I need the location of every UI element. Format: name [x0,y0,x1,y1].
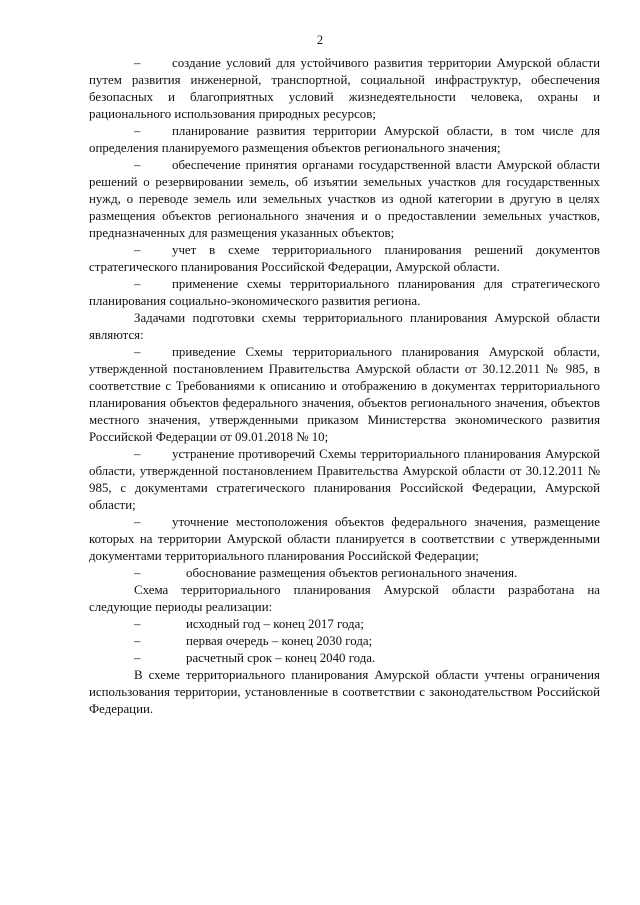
list-dash: – [134,56,141,70]
paragraph-text: расчетный срок – конец 2040 года. [186,651,376,665]
paragraph-task-3 [89,514,600,565]
paragraph-text: учет в схеме территориального планирования решений документов стратегического планирования Российской Федерации, Амурской области. [89,243,600,274]
paragraph-text: исходный год – конец 2017 года; [186,617,364,631]
paragraph-period-3 [89,650,600,667]
paragraph-goal-2 [89,123,600,157]
paragraph-text: создание условий для устойчивого развития территории Амурской области путем развития инженерной, транспортной, социальной инфраструктур, обеспечения безопасных и благоприятных условий жизнедеятельности человека, охраны и рационального использования природных ресурсов; [89,56,600,121]
paragraph-task-1 [89,344,600,446]
paragraph-task-2 [89,446,600,514]
list-dash: – [134,124,141,138]
list-dash: – [134,515,141,529]
paragraph-goal-3 [89,157,600,242]
paragraph-goal-5 [89,276,600,310]
document-body [89,55,600,718]
paragraph-text: первая очередь – конец 2030 года; [186,634,373,648]
list-dash: – [134,158,141,172]
paragraph-text: применение схемы территориального планирования для стратегического планирования социально-экономического развития региона. [89,277,600,308]
list-dash: – [134,566,141,580]
page-number: 2 [316,33,324,47]
paragraph-goal-4 [89,242,600,276]
paragraph-text: уточнение местоположения объектов федерального значения, размещение которых на территории Амурской области планируется в соответствии с утвержденными документами территориального планирования Российской Федерации; [89,515,600,563]
paragraph-text: устранение противоречий Схемы территориального планирования Амурской области, утвержденной постановлением Правительства Амурской области от 30.12.2011 № 985, с документами стратегического планирования Российской Федерации, Амурской области; [89,447,600,512]
paragraph-tasks-intro: Задачами подготовки схемы территориального планирования Амурской области являются: [89,311,600,342]
list-dash: – [134,651,141,665]
paragraph-periods-intro: Схема территориального планирования Амурской области разработана на следующие периоды реализации: [89,583,600,614]
paragraph-text: приведение Схемы территориального планирования Амурской области, утвержденной постановлением Правительства Амурской области от 30.12.2011 № 985, в соответствие с Требованиями к описанию и отображению в документах территориального планирования объектов федерального значения, объектов регионального значения, объектов местного значения, утвержденными приказом Министерства экономического развития Российской Федерации от 09.01.2018 № 10; [89,345,600,444]
list-dash: – [134,634,141,648]
list-dash: – [134,447,141,461]
list-dash: – [134,345,141,359]
list-dash: – [134,243,141,257]
list-dash: – [134,617,141,631]
paragraph-goal-1 [89,55,600,123]
paragraph-text: обоснование размещения объектов регионального значения. [186,566,518,580]
paragraph-text: обеспечение принятия органами государственной власти Амурской области решений о резервировании земель, об изъятии земельных участков для государственных нужд, о переводе земель или земельных участков из одной категории в другую в целях размещения объектов регионального значения и о предоставлении земельных участков, предназначенных для размещения указанных объектов; [89,158,600,240]
paragraph-period-1 [89,616,600,633]
paragraph-task-4 [89,565,600,582]
list-dash: – [134,277,141,291]
paragraph-text: планирование развития территории Амурской области, в том числе для определения планируемого размещения объектов регионального значения; [89,124,600,155]
paragraph-period-2 [89,633,600,650]
paragraph-restrictions: В схеме территориального планирования Амурской области учтены ограничения использования территории, установленные в соответствии с законодательством Российской Федерации. [89,668,600,716]
